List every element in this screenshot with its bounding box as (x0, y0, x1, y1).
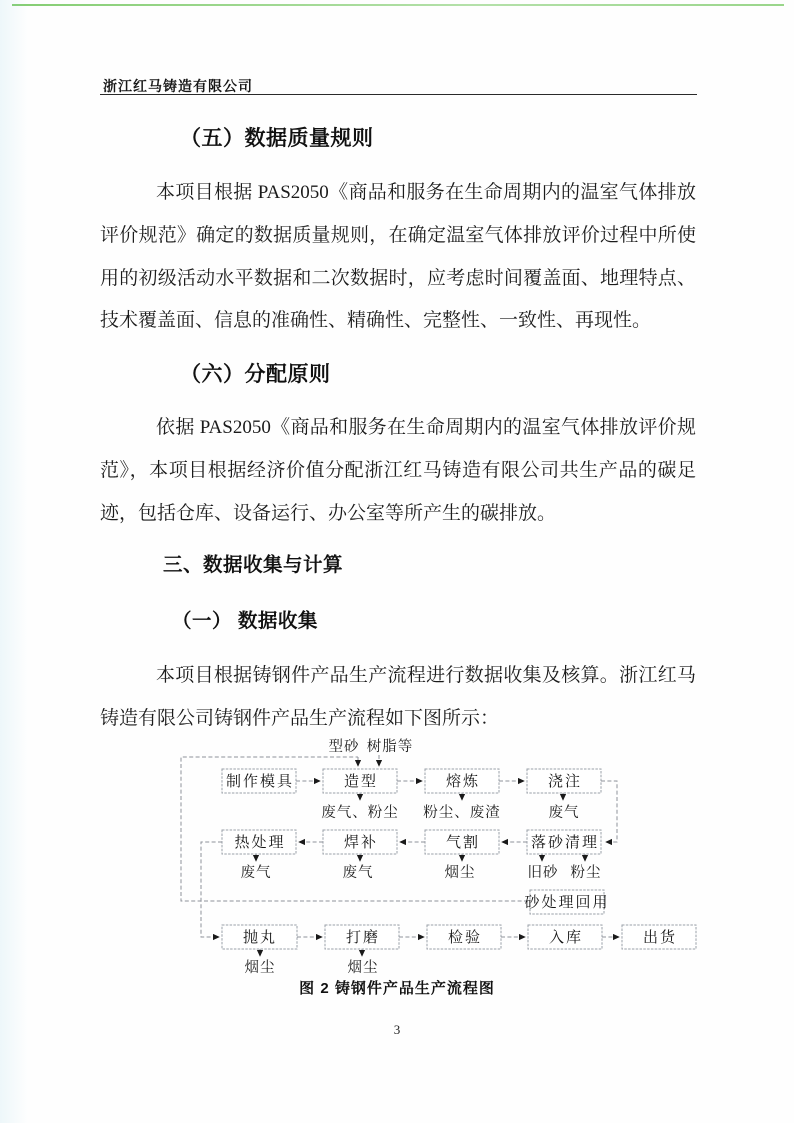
old-sand-label: 旧砂 (527, 865, 559, 881)
paragraph-data-collection: 本项目根据铸钢件产品生产流程进行数据收集及核算。浙江红马铸造有限公司铸钢件产品生产流程如下图所示： (100, 665, 696, 729)
box-label-gas-cutting: 气割 (445, 835, 481, 851)
paragraph-allocation: 依据 PAS2050《商品和服务在生命周期内的温室气体排放评价规范》，本项目根据经济价值分配浙江红马铸造有限公司共生产品的碳足迹，包括仓库、设备运行、办公室等所产生的碳排放。 (100, 417, 696, 524)
dust-label: 粉尘 (570, 865, 602, 881)
paragraph-data-quality: 本项目根据 PAS2050《商品和服务在生命周期内的温室气体排放评价规范》确定的数据质量规则，在确定温室气体排放评价过程中所使用的初级活动水平数据和二次数据时，应考虑时间覆盖面、地理特点、技术覆盖面、信息的准确性、精确性、完整性、一致性、再现性。 (100, 182, 696, 332)
box-label-sand-recycle: 砂处理回用 (524, 895, 610, 911)
box-label-weld-repair: 焊补 (343, 835, 379, 851)
box-label-shakeout-cleaning: 落砂清理 (530, 835, 600, 851)
box-label-grinding: 打磨 (345, 930, 381, 946)
box-label-pouring: 浇注 (547, 774, 583, 790)
box-label-warehousing: 入库 (548, 930, 584, 946)
box-label-inspection: 检验 (447, 930, 483, 946)
gas-cutting-emission-label: 烟尘 (444, 865, 476, 881)
box-label-moulding: 造型 (343, 774, 379, 790)
figure-caption: 图 2 铸钢件产品生产流程图 (299, 980, 495, 997)
box-label-shot-blasting: 抛丸 (242, 930, 278, 946)
box-label-make-mould: 制作模具 (225, 774, 295, 790)
moulding-emission-label: 废气、粉尘 (321, 805, 399, 821)
melting-emission-label: 粉尘、废渣 (423, 805, 501, 821)
box-label-heat-treatment: 热处理 (234, 835, 286, 851)
heading-data-quality-rules: （五）数据质量规则 (180, 127, 374, 150)
page-number: 3 (393, 1022, 401, 1037)
box-label-shipping: 出货 (642, 930, 678, 946)
input-label-resin: 树脂等 (366, 739, 414, 755)
pouring-emission-label: 废气 (548, 805, 580, 821)
heading-data-collection: （一） 数据收集 (172, 610, 318, 632)
grinding-emission-label: 烟尘 (347, 960, 379, 976)
arrow-heattreatment-to-shotblasting (201, 842, 222, 937)
shot-blasting-emission-label: 烟尘 (244, 960, 276, 976)
arrow-pouring-to-shakeout (601, 781, 617, 842)
box-label-melting: 熔炼 (445, 774, 481, 790)
weld-repair-emission-label: 废气 (342, 865, 374, 881)
company-header: 浙江红马铸造有限公司 (103, 78, 253, 94)
heading-allocation-principle: （六）分配原则 (180, 363, 331, 386)
production-process-flowchart (0, 727, 794, 977)
header-divider (100, 94, 697, 95)
scan-artifact-top-line (12, 4, 784, 6)
heat-treatment-emission-label: 废气 (240, 865, 272, 881)
heading-data-collection-calculation: 三、数据收集与计算 (163, 554, 344, 576)
input-label-sand: 型砂 (328, 739, 360, 755)
